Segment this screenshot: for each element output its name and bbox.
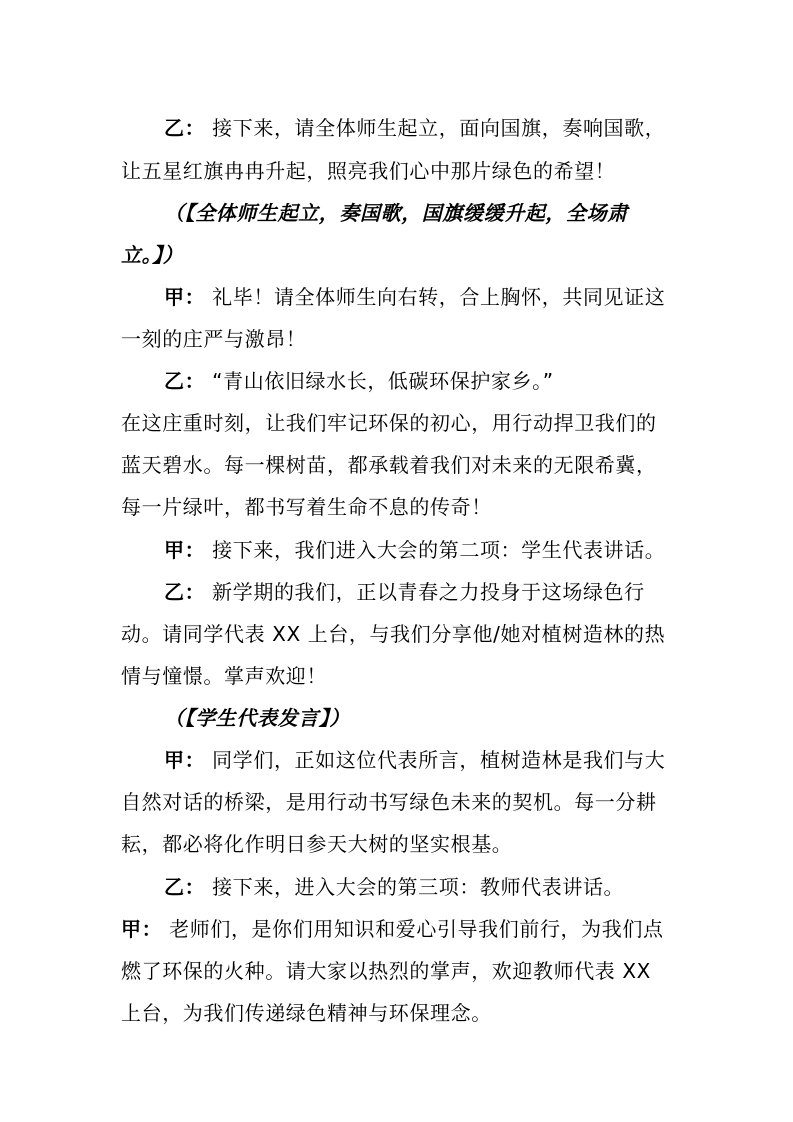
text-line [0, 740, 793, 780]
stage-text: （【学生代表发言】） [164, 706, 350, 730]
line-text: 上台，为我们传递绿色精神与环保理念。 [121, 1001, 492, 1025]
text-line [0, 403, 793, 443]
text-line [0, 530, 793, 570]
line-text: 自然对话的桥梁，是用行动书写绿色未来的契机。每一分耕 [121, 790, 657, 814]
text-line [0, 572, 793, 612]
text-line [0, 951, 793, 991]
line-text: “青山依旧绿水长，低碳环保护家乡。” [205, 369, 554, 393]
text-line [0, 445, 793, 485]
stage-text: （【全体师生起立，奏国歌，国旗缓缓升起，全场肃 [164, 201, 628, 225]
speaker-label: 甲： [164, 538, 206, 562]
line-text: 让五星红旗冉冉升起，照亮我们心中那片绿色的希望！ [121, 159, 616, 183]
text-line [0, 487, 793, 527]
speaker-label: 甲： [121, 917, 163, 941]
text-line [0, 108, 793, 148]
speaker-label: 乙： [164, 369, 206, 393]
line-text: 蓝天碧水。每一棵树苗，都承载着我们对未来的无限希冀， [121, 453, 657, 477]
text-line [0, 656, 793, 696]
text-line [0, 319, 793, 359]
text-line [0, 782, 793, 822]
stage-text: 立。】） [121, 243, 184, 267]
speaker-label: 乙： [164, 875, 206, 899]
speaker-label: 甲： [164, 285, 206, 309]
text-line [0, 824, 793, 864]
text-line [0, 909, 793, 949]
line-text: 接下来，请全体师生起立，面向国旗，奏响国歌， [205, 116, 666, 140]
line-text: 动。请同学代表 XX 上台，与我们分享他/她对植树造林的热 [121, 622, 666, 646]
speaker-label: 甲： [164, 748, 206, 772]
line-text: 礼毕！请全体师生向右转，合上胸怀，共同见证这 [205, 285, 666, 309]
text-line [0, 277, 793, 317]
line-text: 每一片绿叶，都书写着生命不息的传奇！ [121, 495, 492, 519]
line-text: 接下来，进入大会的第三项：教师代表讲话。 [205, 875, 625, 899]
line-text: 在这庄重时刻，让我们牢记环保的初心，用行动捍卫我们的 [121, 411, 657, 435]
stage-direction [0, 698, 793, 738]
stage-direction [0, 235, 793, 275]
text-line [0, 993, 793, 1033]
line-text: 新学期的我们，正以青春之力投身于这场绿色行 [205, 580, 645, 604]
stage-direction [0, 193, 793, 233]
speaker-label: 乙： [164, 580, 206, 604]
line-text: 同学们，正如这位代表所言，植树造林是我们与大 [205, 748, 666, 772]
text-line [0, 361, 793, 401]
line-text: 情与憧憬。掌声欢迎！ [121, 664, 327, 688]
line-text: 耘，都必将化作明日参天大树的坚实根基。 [121, 832, 513, 856]
text-line [0, 151, 793, 191]
line-text: 接下来，我们进入大会的第二项：学生代表讲话。 [205, 538, 666, 562]
line-text: 燃了环保的火种。请大家以热烈的掌声，欢迎教师代表 XX [121, 959, 651, 983]
line-text: 老师们，是你们用知识和爱心引导我们前行，为我们点 [162, 917, 664, 941]
text-line [0, 867, 793, 907]
text-line [0, 614, 793, 654]
line-text: 一刻的庄严与激昂！ [121, 327, 307, 351]
speaker-label: 乙： [164, 116, 206, 140]
